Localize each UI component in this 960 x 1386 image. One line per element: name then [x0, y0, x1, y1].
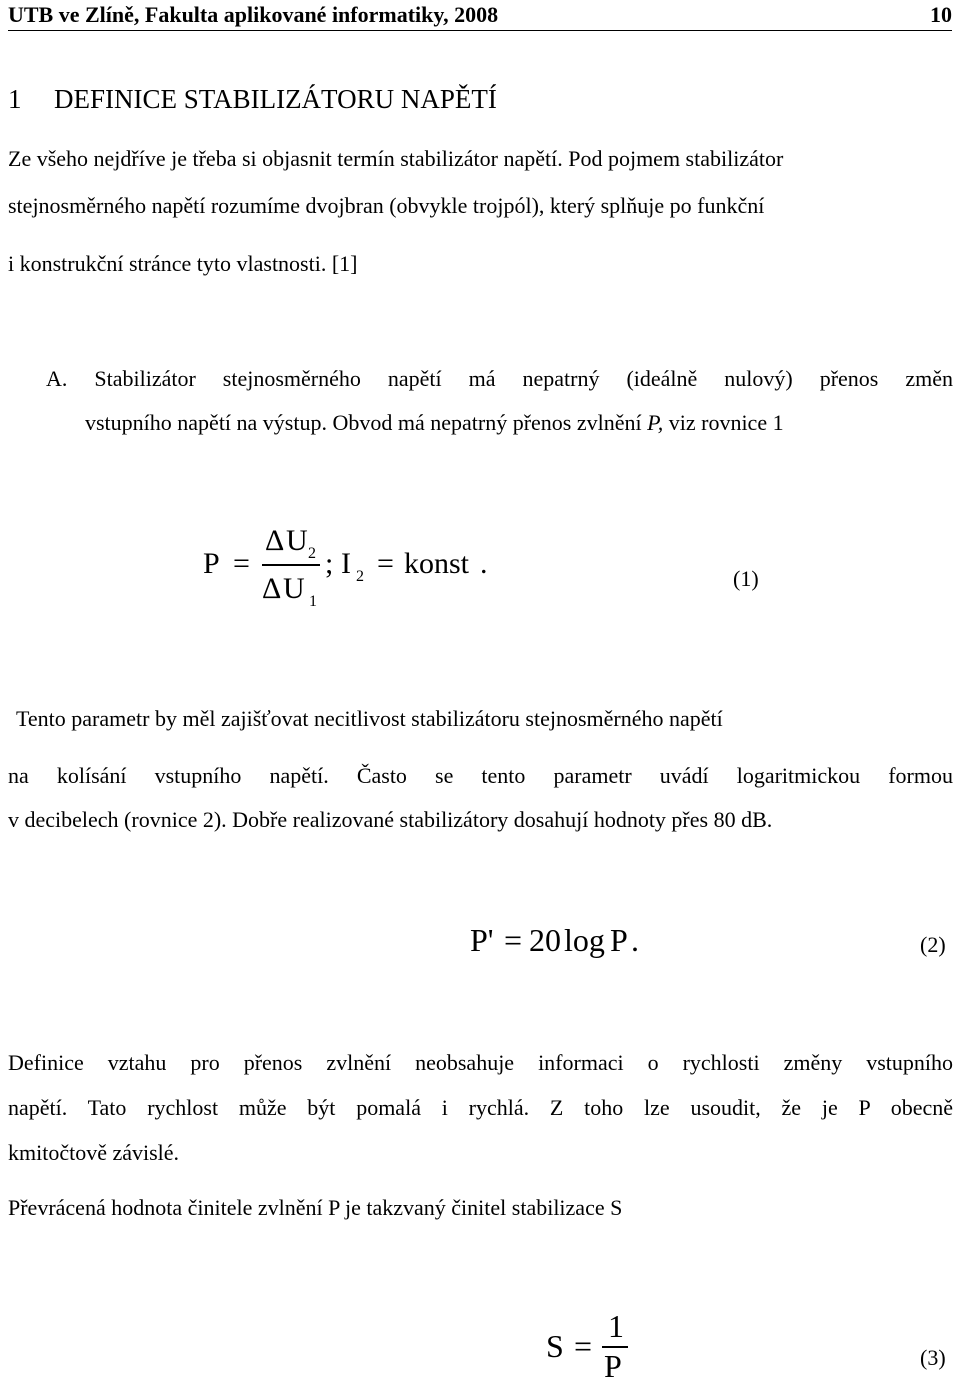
para3-line-2: napětí. Tato rychlost může být pomalá i rychlá. Z toho lze usoudit, že je P obecně — [8, 1095, 953, 1120]
intro-line-1: Ze všeho nejdříve je třeba si objasnit termín stabilizátor napětí. Pod pojmem stabilizátor — [8, 146, 784, 171]
eq1-equals-2: = — [377, 547, 394, 580]
eq2-var: P — [610, 922, 628, 958]
page-header — [8, 2, 952, 31]
eq1-number: (1) — [733, 566, 759, 591]
para2-line-2: na kolísání vstupního napětí. Často se tento parametr uvádí logaritmickou formou — [8, 763, 953, 788]
eq3-equals: = — [574, 1328, 593, 1364]
eq1-separator: ; — [325, 547, 334, 580]
eq1-i-var: I — [341, 547, 351, 580]
eq3-denominator: P — [604, 1348, 622, 1384]
eq3-lhs: S — [546, 1328, 564, 1364]
eq3-number: (3) — [920, 1345, 946, 1370]
item-a-line-2-tail: viz rovnice 1 — [663, 410, 784, 435]
eq1-i-sub: 2 — [356, 568, 364, 585]
eq1-num-sub: 2 — [308, 545, 316, 562]
intro-line-3: i konstrukční stránce tyto vlastnosti. [1] — [8, 251, 358, 276]
eq2-lhs: P' — [470, 922, 494, 958]
item-a-var-p: P, — [647, 410, 664, 435]
chapter-title: DEFINICE STABILIZÁTORU NAPĚTÍ — [54, 84, 497, 114]
eq2-equals: = — [504, 922, 523, 958]
eq1-den-sub: 1 — [309, 593, 317, 610]
item-a-line-2 — [85, 410, 784, 436]
eq1-fraction-bar — [262, 564, 320, 566]
para4-line-1: Převrácená hodnota činitele zvlnění P je takzvaný činitel stabilizace S — [8, 1195, 623, 1220]
para2-line-3: v decibelech (rovnice 2). Dobře realizované stabilizátory dosahují hodnoty přes 80 dB. — [8, 807, 773, 832]
eq1-lhs: P — [203, 547, 220, 580]
eq2-coef: 20 — [529, 922, 561, 958]
para3-line-3: kmitočtově závislé. — [8, 1140, 180, 1165]
eq1-num-delta: Δ — [265, 524, 285, 557]
eq3-numerator: 1 — [608, 1308, 624, 1344]
eq1-den-delta: Δ — [262, 572, 282, 605]
item-a-line-2-text: vstupního napětí na výstup. Obvod má nepatrný přenos zvlnění — [85, 410, 648, 435]
eq1-num-var: U — [286, 524, 308, 557]
eq1-den-var: U — [283, 572, 305, 605]
item-a-line-1: A. Stabilizátor stejnosměrného napětí má nepatrný (ideálně nulový) přenos změn — [46, 366, 953, 391]
para2-line-1: Tento parametr by měl zajišťovat necitlivost stabilizátoru stejnosměrného napětí — [16, 706, 723, 731]
eq1-konst: konst — [404, 547, 470, 580]
page-number: 10 — [930, 2, 952, 27]
eq1-dot: . — [480, 547, 488, 580]
eq2-log: log — [564, 922, 605, 958]
header-title: UTB ve Zlíně, Fakulta aplikované informatiky, 2008 — [8, 2, 499, 27]
intro-line-2: stejnosměrného napětí rozumíme dvojbran (obvykle trojpól), který splňuje po funkční — [8, 193, 765, 218]
para3-line-1: Definice vztahu pro přenos zvlnění neobsahuje informaci o rychlosti změny vstupního — [8, 1050, 953, 1075]
eq1-equals: = — [233, 547, 250, 580]
eq2-number: (2) — [920, 932, 946, 957]
eq2-dot: . — [631, 922, 639, 958]
chapter-heading — [8, 84, 497, 115]
chapter-number: 1 — [8, 84, 22, 114]
